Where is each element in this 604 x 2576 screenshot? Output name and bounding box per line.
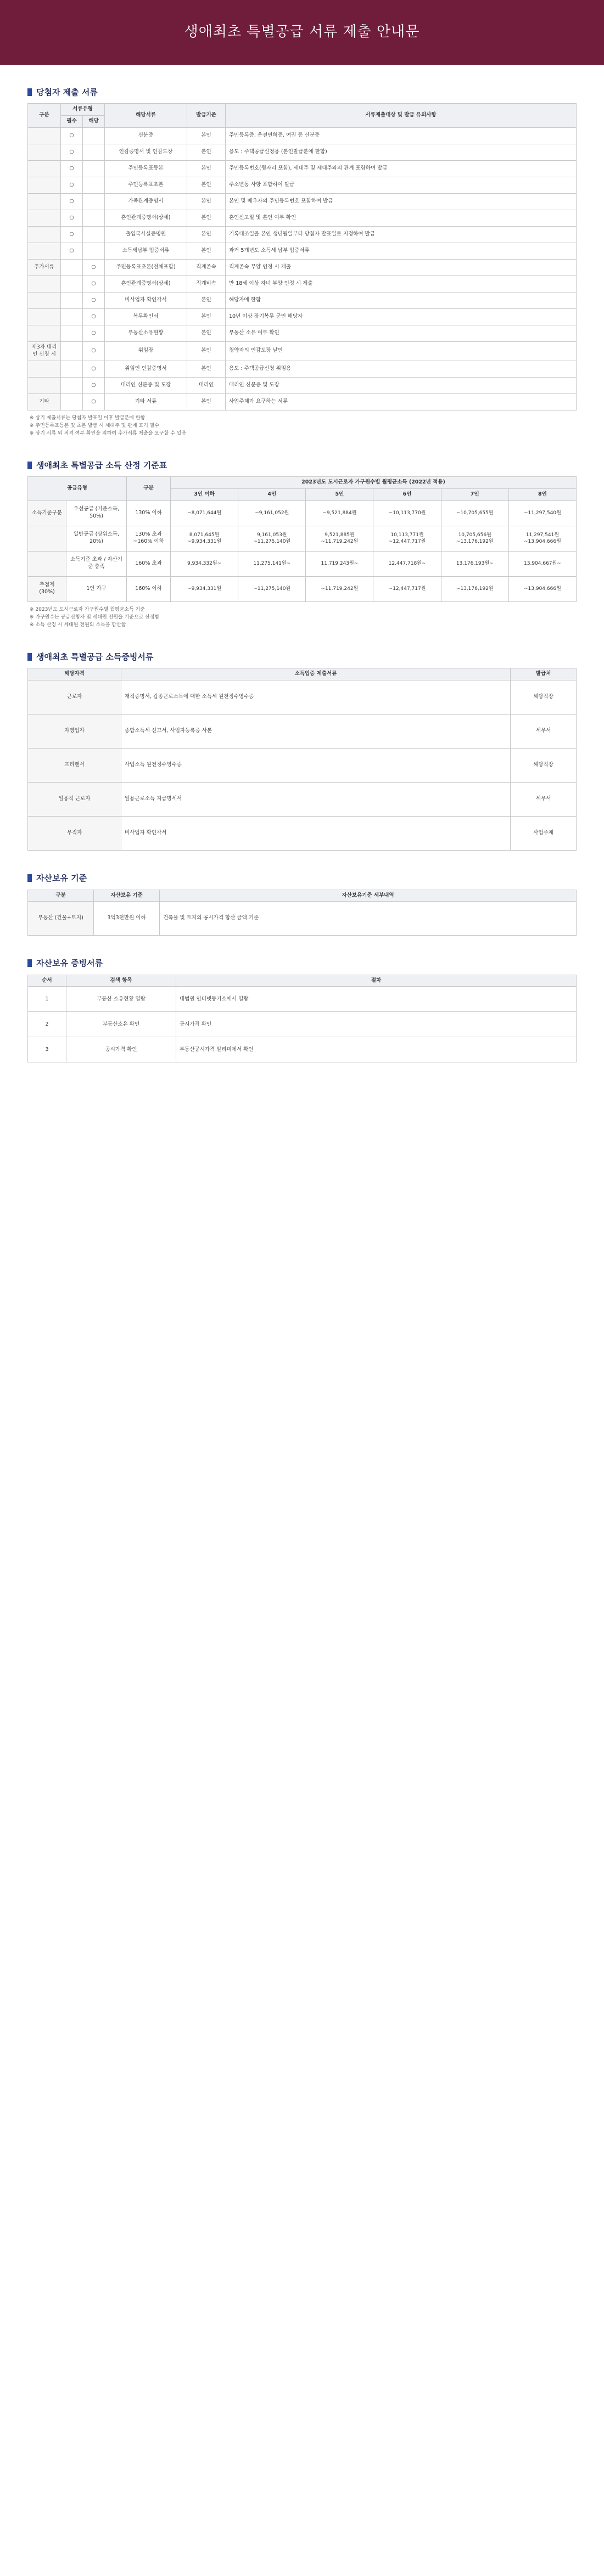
cell-who: 일용직 근로자 — [28, 783, 121, 817]
cell: 3억3천만원 이하 — [94, 902, 160, 936]
table-row — [28, 160, 577, 177]
cell-document: 대리인 신분증 및 도장 — [105, 377, 187, 393]
cell-group — [28, 243, 61, 259]
section-title-text: 생애최초 특별공급 소득 산정 기준표 — [36, 460, 167, 470]
cell-document: 소득세납부 입증서류 — [105, 243, 187, 259]
cell-optional: ○ — [83, 377, 105, 393]
page-title: 생애최초 특별공급 서류 제출 안내문 — [184, 24, 420, 41]
bullet-square-icon — [27, 959, 32, 967]
cell-who: 근로자 — [28, 680, 121, 715]
cell-where: 해당직장 — [511, 749, 577, 783]
cell-document: 가족관계증명서 — [105, 193, 187, 210]
cell-value: ~9,161,052원 — [238, 500, 306, 526]
cell-note: 주민등록증, 운전면허증, 여권 등 신분증 — [226, 127, 577, 144]
cell-type — [28, 526, 66, 551]
cell-ratio: 160% 이하 — [127, 576, 171, 601]
asset-proof-table — [27, 975, 577, 1063]
cell-required — [61, 275, 83, 292]
cell-optional: ○ — [83, 259, 105, 275]
col-header: 구분 — [28, 104, 61, 128]
cell-no: 3 — [28, 1037, 66, 1062]
cell-group — [28, 308, 61, 325]
cell-docs: 일용근로소득 지급명세서 — [121, 783, 511, 817]
cell-document: 인감증명서 및 인감도장 — [105, 144, 187, 160]
cell-value: ~12,447,717원 — [373, 576, 441, 601]
cell-value: 10,113,771원 ~12,447,717원 — [373, 526, 441, 551]
cell-required — [61, 259, 83, 275]
table-row — [28, 783, 577, 817]
cell-item: 부동산소유 확인 — [66, 1012, 176, 1037]
cell-kind: 일반공급 (상위소득, 20%) — [66, 526, 127, 551]
cell-note: 해당자에 한함 — [226, 292, 577, 308]
cell-group — [28, 144, 61, 160]
cell-optional: ○ — [83, 341, 105, 361]
col-subheader: 해당 — [83, 116, 105, 128]
cell-note: 사업주체가 요구하는 서류 — [226, 393, 577, 410]
cell-note: 용도 : 주택공급신청용 (본인발급분에 한함) — [226, 144, 577, 160]
cell: 부동산 (건물+토지) — [28, 902, 94, 936]
cell-basis: 직계존속 — [187, 259, 226, 275]
cell-basis: 본인 — [187, 127, 226, 144]
cell: 건축물 및 토지의 공시가격 합산 금액 기준 — [160, 902, 577, 936]
bullet-square-icon — [27, 462, 32, 469]
cell-value: ~13,176,192원 — [441, 576, 508, 601]
year-header: 2023년도 도시근로자 가구원수별 월평균소득 (2022년 적용) — [171, 477, 577, 489]
col-header: 소득입증 제출서류 — [121, 668, 511, 680]
cell-value: ~8,071,644원 — [171, 500, 238, 526]
cell-required — [61, 308, 83, 325]
cell-kind: 1인 가구 — [66, 576, 127, 601]
cell-note: 만 18세 이상 자녀 부양 인정 시 제출 — [226, 275, 577, 292]
cell-kind: 소득기준 초과 / 자산기준 충족 — [66, 551, 127, 576]
cell-value: 9,161,053원 ~11,275,140원 — [238, 526, 306, 551]
income-criteria-body — [28, 500, 577, 601]
cell-value: ~11,297,540원 — [508, 500, 576, 526]
cell-item: 공시가격 확인 — [66, 1037, 176, 1062]
cell-required: ○ — [61, 243, 83, 259]
table-row — [28, 210, 577, 226]
cell-value: ~10,705,655원 — [441, 500, 508, 526]
cell-required — [61, 361, 83, 377]
cell-basis: 본인 — [187, 243, 226, 259]
cell-group — [28, 361, 61, 377]
col-header: 구분 — [28, 890, 94, 902]
table-row — [28, 308, 577, 325]
col-subheader: 필수 — [61, 116, 83, 128]
table-row — [28, 500, 577, 526]
cell-group: 기타 — [28, 393, 61, 410]
cell-basis: 본인 — [187, 292, 226, 308]
cell-value: 11,275,141원~ — [238, 551, 306, 576]
table-row — [28, 361, 577, 377]
cell-no: 2 — [28, 1012, 66, 1037]
cell-required — [61, 292, 83, 308]
cell-required: ○ — [61, 210, 83, 226]
col-header: 해당자격 — [28, 668, 121, 680]
section-title-income-proof — [27, 651, 577, 662]
cell-group — [28, 210, 61, 226]
cell-document: 주민등록표초본 — [105, 177, 187, 193]
cell-where: 사업주체 — [511, 817, 577, 851]
cell-document: 위임인 인감증명서 — [105, 361, 187, 377]
income-proof-body — [28, 680, 577, 851]
table-row — [28, 1012, 577, 1037]
cell-basis: 본인 — [187, 226, 226, 243]
table-row — [28, 902, 577, 936]
bullet-square-icon — [27, 88, 32, 96]
cell-basis: 본인 — [187, 210, 226, 226]
cell-docs: 사업소득 원천징수영수증 — [121, 749, 511, 783]
cell-optional: ○ — [83, 308, 105, 325]
cell-note: 10년 이상 장기복무 군인 해당자 — [226, 308, 577, 325]
cell-optional — [83, 160, 105, 177]
cell-basis: 본인 — [187, 341, 226, 361]
cell-docs: 재직증명서, 갑종근로소득에 대한 소득세 원천징수영수증 — [121, 680, 511, 715]
section-title-income-criteria — [27, 460, 577, 471]
col-header: 순서 — [28, 975, 66, 987]
table-row — [28, 680, 577, 715]
asset-proof-body — [28, 987, 577, 1062]
cell-group — [28, 226, 61, 243]
cell-document: 신분증 — [105, 127, 187, 144]
cell-group — [28, 127, 61, 144]
cell-document: 기타 서류 — [105, 393, 187, 410]
cell-group — [28, 275, 61, 292]
cell-value: 10,705,656원 ~13,176,192원 — [441, 526, 508, 551]
cell-optional — [83, 210, 105, 226]
cell-group — [28, 377, 61, 393]
cell-optional: ○ — [83, 292, 105, 308]
table-row — [28, 393, 577, 410]
col-header: 발급기준 — [187, 104, 226, 128]
table-row — [28, 243, 577, 259]
cell-who: 무직자 — [28, 817, 121, 851]
table-row — [28, 177, 577, 193]
cell-document: 주민등록표초본(전체포함) — [105, 259, 187, 275]
cell-required: ○ — [61, 193, 83, 210]
cell-no: 1 — [28, 987, 66, 1012]
cell-note: 기록대조일을 본인 생년월일부터 당첨자 발표일로 지정하여 발급 — [226, 226, 577, 243]
bullet-square-icon — [27, 874, 32, 882]
page-banner — [0, 0, 604, 65]
cell-required: ○ — [61, 226, 83, 243]
cell-note: 주소변동 사항 포함하여 발급 — [226, 177, 577, 193]
col-header: 절차 — [176, 975, 577, 987]
cell-basis: 직계비속 — [187, 275, 226, 292]
cell-optional — [83, 144, 105, 160]
cell-optional: ○ — [83, 275, 105, 292]
cell-docs: 비사업자 확인각서 — [121, 817, 511, 851]
table-row — [28, 226, 577, 243]
cell-note: 대리인 신분증 및 도장 — [226, 377, 577, 393]
cell-type — [28, 551, 66, 576]
table-row — [28, 193, 577, 210]
cell-value: 8,071,645원 ~9,934,331원 — [171, 526, 238, 551]
cell-docs: 종합소득세 신고서, 사업자등록증 사본 — [121, 715, 511, 749]
cell-basis: 본인 — [187, 144, 226, 160]
cell-optional: ○ — [83, 325, 105, 341]
cell-optional — [83, 226, 105, 243]
note-item: ※ 상기 제출서류는 당첨자 발표일 이후 발급분에 한함 — [30, 415, 577, 421]
cell-ratio: 160% 초과 — [127, 551, 171, 576]
cell-basis: 본인 — [187, 160, 226, 177]
cell-note: 혼인신고일 및 혼인 여부 확인 — [226, 210, 577, 226]
cell-optional — [83, 177, 105, 193]
table-row — [28, 144, 577, 160]
cell-who: 자영업자 — [28, 715, 121, 749]
cell-document: 비사업자 확인각서 — [105, 292, 187, 308]
cell-required: ○ — [61, 177, 83, 193]
cell-group: 추가서류 — [28, 259, 61, 275]
cell-document: 혼인관계증명서(상세) — [105, 275, 187, 292]
cell-note: 청약자의 인감도장 날인 — [226, 341, 577, 361]
table-row — [28, 715, 577, 749]
cell-required: ○ — [61, 144, 83, 160]
cell-document: 복무확인서 — [105, 308, 187, 325]
cell-group: 제3자 대리인 신청 시 — [28, 341, 61, 361]
section-title-text: 자산보유 기준 — [36, 873, 87, 884]
note-item: ※ 가구원수는 공급신청자 및 세대원 전원을 기준으로 산정함 — [30, 614, 577, 621]
cell-value: 12,447,718원~ — [373, 551, 441, 576]
table-row — [28, 341, 577, 361]
income-criteria-notes — [27, 606, 577, 628]
col-header: 서류제출대상 및 발급 유의사항 — [226, 104, 577, 128]
cell-note: 주민등록번호(뒷자리 포함), 세대주 및 세대주와의 관계 포함하여 발급 — [226, 160, 577, 177]
table-row — [28, 275, 577, 292]
table-row — [28, 749, 577, 783]
section-title-asset-criteria — [27, 873, 577, 884]
table-row — [28, 292, 577, 308]
cell-value: ~9,934,331원 — [171, 576, 238, 601]
cell-value: 11,719,243원~ — [306, 551, 373, 576]
cell-optional — [83, 193, 105, 210]
submit-docs-body — [28, 127, 577, 410]
cell-value: ~10,113,770원 — [373, 500, 441, 526]
cell-where: 세무서 — [511, 783, 577, 817]
cell-item: 부동산 소유현황 열람 — [66, 987, 176, 1012]
cell-group — [28, 325, 61, 341]
cell-type: 소득기준구분 — [28, 500, 66, 526]
cell-group — [28, 193, 61, 210]
section-title-text: 당첨자 제출 서류 — [36, 87, 98, 97]
income-criteria-table — [27, 476, 577, 602]
table-row — [28, 551, 577, 576]
note-item: ※ 상기 서류 외 적격 여부 확인을 위하여 추가서류 제출을 요구할 수 있음 — [30, 430, 577, 437]
cell-document: 부동산소유현황 — [105, 325, 187, 341]
cell-basis: 본인 — [187, 325, 226, 341]
note-item: ※ 소득 산정 시 세대원 전원의 소득을 합산함 — [30, 622, 577, 628]
cell-note: 부동산 소유 여부 확인 — [226, 325, 577, 341]
cell-required — [61, 325, 83, 341]
cell-basis: 본인 — [187, 193, 226, 210]
cell-group — [28, 292, 61, 308]
cell-who: 프리랜서 — [28, 749, 121, 783]
section-title-asset-proof — [27, 958, 577, 969]
income-proof-table — [27, 668, 577, 851]
cell-basis: 본인 — [187, 308, 226, 325]
cell-basis: 대리인 — [187, 377, 226, 393]
submit-docs-notes — [27, 415, 577, 437]
cell-basis: 본인 — [187, 361, 226, 377]
cell-required — [61, 377, 83, 393]
col-header: 구분 — [127, 477, 171, 501]
table-row — [28, 576, 577, 601]
cell-step: 부동산공시가격 알리미에서 확인 — [176, 1037, 577, 1062]
col-header: 4인 — [238, 488, 306, 500]
cell-group — [28, 177, 61, 193]
cell-kind: 우선공급 (기준소득, 50%) — [66, 500, 127, 526]
col-header: 자산보유기준 세부내역 — [160, 890, 577, 902]
cell-value: ~9,521,884원 — [306, 500, 373, 526]
table-row — [28, 1037, 577, 1062]
cell-value: 13,904,667원~ — [508, 551, 576, 576]
col-header: 8인 — [508, 488, 576, 500]
cell-document: 위임장 — [105, 341, 187, 361]
cell-group — [28, 160, 61, 177]
table-row — [28, 987, 577, 1012]
table-row — [28, 127, 577, 144]
cell-value: ~11,275,140원 — [238, 576, 306, 601]
cell-where: 해당직장 — [511, 680, 577, 715]
cell-value: 13,176,193원~ — [441, 551, 508, 576]
col-header: 검색 항목 — [66, 975, 176, 987]
col-header: 3인 이하 — [171, 488, 238, 500]
table-row — [28, 817, 577, 851]
cell-note: 과거 5개년도 소득세 납부 입증서류 — [226, 243, 577, 259]
section-title-text: 생애최초 특별공급 소득증빙서류 — [36, 652, 154, 662]
col-header: 서류유형 — [61, 104, 105, 116]
cell-required: ○ — [61, 160, 83, 177]
cell-value: 9,521,885원 ~11,719,242원 — [306, 526, 373, 551]
cell-note: 직계존속 부양 인정 시 제출 — [226, 259, 577, 275]
cell-step: 대법원 인터넷등기소에서 열람 — [176, 987, 577, 1012]
note-item: ※ 주민등록표등본 및 초본 발급 시 세대주 및 관계 표기 필수 — [30, 423, 577, 429]
section-title-text: 자산보유 증빙서류 — [36, 958, 103, 969]
cell-value: ~11,719,242원 — [306, 576, 373, 601]
cell-document: 주민등록표등본 — [105, 160, 187, 177]
cell-note: 용도 : 주택공급신청 위임용 — [226, 361, 577, 377]
cell-note: 본인 및 배우자의 주민등록번호 포함하여 발급 — [226, 193, 577, 210]
cell-required — [61, 393, 83, 410]
cell-ratio: 130% 이하 — [127, 500, 171, 526]
cell-step: 공시가격 확인 — [176, 1012, 577, 1037]
asset-criteria-table — [27, 890, 577, 936]
note-item: ※ 2023년도 도시근로자 가구원수별 월평균소득 기준 — [30, 606, 577, 613]
col-header: 공급유형 — [28, 477, 127, 501]
cell-ratio: 130% 초과 ~160% 이하 — [127, 526, 171, 551]
submit-docs-table — [27, 103, 577, 410]
cell-value: 11,297,541원 ~13,904,666원 — [508, 526, 576, 551]
col-header: 자산보유 기준 — [94, 890, 160, 902]
cell-document: 출입국사실증명원 — [105, 226, 187, 243]
cell-where: 세무서 — [511, 715, 577, 749]
cell-required: ○ — [61, 127, 83, 144]
col-header: 5인 — [306, 488, 373, 500]
content-area — [0, 65, 604, 1073]
table-row — [28, 325, 577, 341]
cell-optional: ○ — [83, 361, 105, 377]
cell-value: 9,934,332원~ — [171, 551, 238, 576]
cell-basis: 본인 — [187, 393, 226, 410]
col-header: 7인 — [441, 488, 508, 500]
col-header: 해당서류 — [105, 104, 187, 128]
cell-basis: 본인 — [187, 177, 226, 193]
table-row — [28, 259, 577, 275]
cell-optional — [83, 243, 105, 259]
section-title-submit-docs — [27, 87, 577, 98]
cell-required — [61, 341, 83, 361]
table-row — [28, 377, 577, 393]
table-row — [28, 526, 577, 551]
cell-document: 혼인관계증명서(상세) — [105, 210, 187, 226]
cell-value: ~13,904,666원 — [508, 576, 576, 601]
col-header: 발급처 — [511, 668, 577, 680]
bullet-square-icon — [27, 653, 32, 661]
cell-optional: ○ — [83, 393, 105, 410]
cell-optional — [83, 127, 105, 144]
cell-type: 추첨제 (30%) — [28, 576, 66, 601]
col-header: 6인 — [373, 488, 441, 500]
